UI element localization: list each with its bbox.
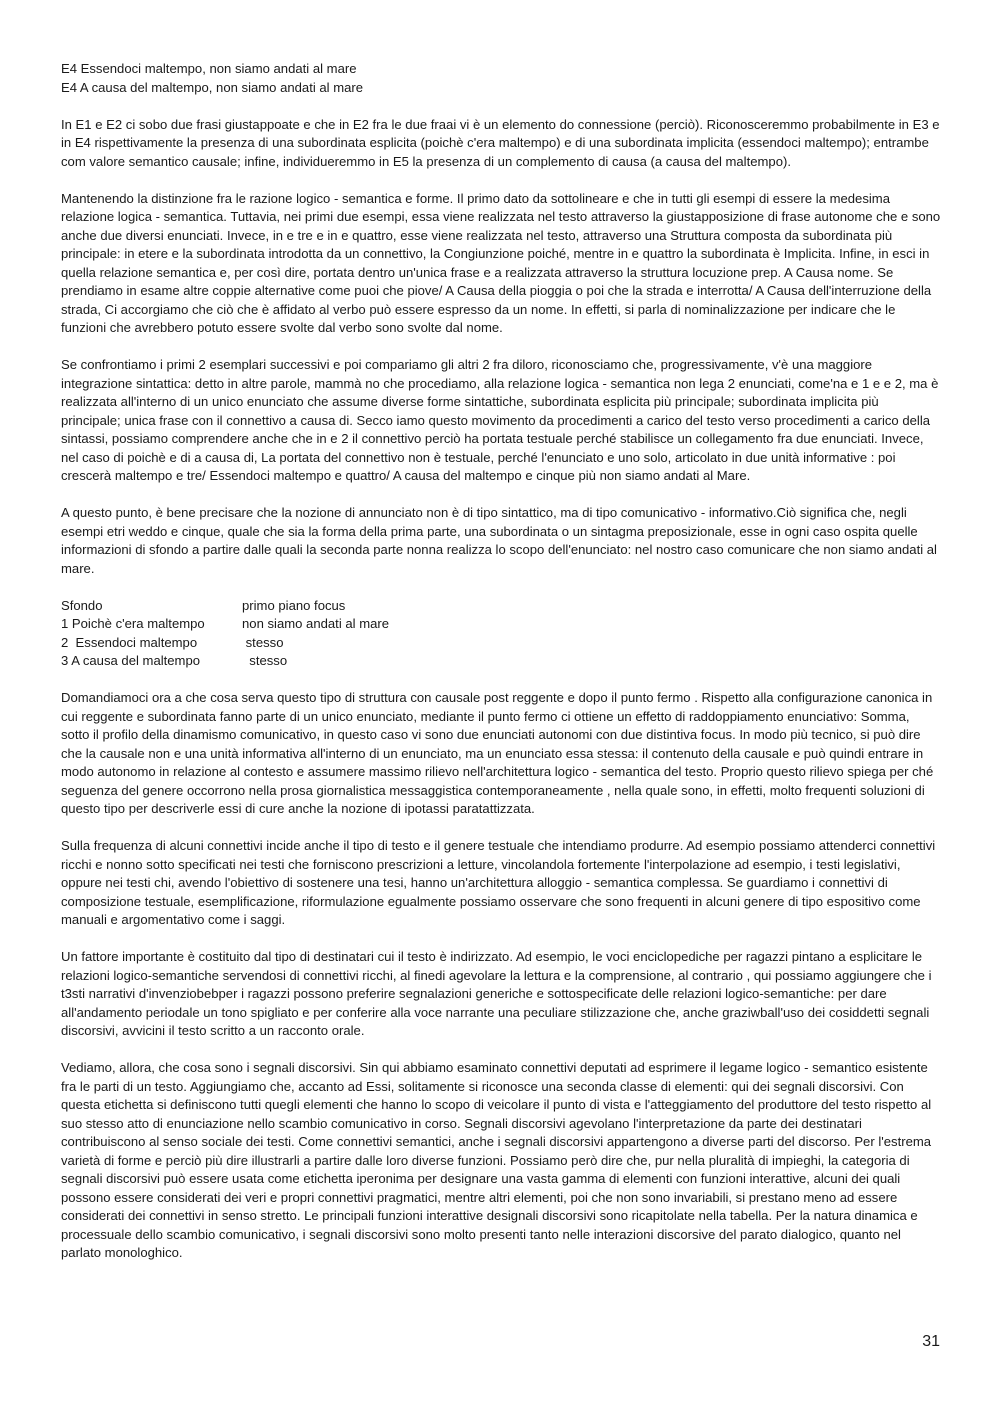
paragraph: Un fattore importante è costituito dal tipo di destinatari cui il testo è indirizzato. Ad esempio, le voci enciclopediche per ragazzi pintano a esplicitare le relazioni logico-semantiche servendosi di connettivi ricchi, al finedi agevolare la lettura e la comprensione, al contrario , qui possiamo aggiungere che i t3sti narrativi d'invenziobebper i ragazzi possono preferire segnalazioni generiche e sottospecificate delle relazioni logico-semantiche: per dare all'andamento periodale un tono spigliato e per conferire alla voce narrante una peculiare stilizzazione che, anche graziwball'uso dei cosiddetti segnali discorsivi, avvicini il testo scritto a un racconto orale. bbox=[61, 949, 932, 1038]
table-header-row bbox=[61, 597, 941, 616]
example-line: E4 Essendoci maltempo, non siamo andati al mare bbox=[61, 61, 357, 76]
table-cell: stesso bbox=[242, 634, 284, 650]
table-row bbox=[61, 615, 941, 634]
example-line: E4 A causa del maltempo, non siamo andati al mare bbox=[61, 79, 364, 95]
table-cell: 3 A causa del maltempo bbox=[61, 653, 201, 668]
table-cell: stesso bbox=[242, 653, 288, 668]
example-list bbox=[61, 60, 941, 97]
table-header-sfondo: Sfondo bbox=[61, 597, 103, 613]
paragraph: Se confrontiamo i primi 2 esemplari successivi e poi compariamo gli altri 2 fra diloro, riconosciamo che, progressivamente, v'è una maggiore integrazione sintattica: detto in altre parole, mammà no che procediamo, alla relazione logica - semantica non lega 2 enunciati, come'na e 1 e e 2, ma è realizzata all'interno di un unico enunciato che assume diverse forme sintattiche, subordinata esplicita più principale; subordinata implicita più principale; unica frase con il connettivo a causa di. Secco iamo questo movimento da procedimenti a carico del testo verso procedimenti a carico della sintassi, possiamo comprendere anche che in e 2 il connettivo perciò ha portata testuale perché stabilisce un collegamento fra due enunciati. Invece, nel caso di poichè e di a causa di, La portata del connettivo non è testuale, perché l'enunciato e uno solo, articolato in due unità informative : poi crescerà maltempo e tre/ Essendoci maltempo e quattro/ A causa del maltempo e cinque più non siamo andati al Mare. bbox=[61, 357, 939, 483]
paragraph: In E1 e E2 ci sobo due frasi giustappoate e che in E2 fra le due fraai vi è un elemento do connessione (perciò). Riconosceremmo probabilmente in E3 e in E4 rispettivamente la presenza di una subordinata esplicita (poichè c'era maltempo) e di una subordinata implicita (essendoci maltempo); entrambe com valore semantico causale; infine, individueremmo in E5 la presenza di un complemento di causa (a causa del maltempo). bbox=[61, 116, 940, 169]
paragraph: Vediamo, allora, che cosa sono i segnali discorsivi. Sin qui abbiamo esaminato connettivi deputati ad esprimere il legame logico - semantico esistente fra le parti di un testo. Aggiungiamo che, accanto ad Essi, solitamente si riconosce una seconda classe di elementi: qui dei segnali discorsivi. Con questa etichetta si definiscono tutti quegli elementi che hanno lo scopo di veicolare il punto di vista e l'atteggiamento del produttore del testo rispetto al suo stesso atto di enunciazione nello scambio comunicativo in corso. Segnali discorsivi agevolano l'interpretazione da parte dei destinatari contribuiscono al senso sociale dei testi. Come connettivi semantici, anche i segnali discorsivi appartengono a diverse parti del discorso. Per l'estrema varietà di forme e perciò più dire illustrarli a partire dalle loro diverse funzioni. Possiamo però dire che, pur nella pluralità di impieghi, la categoria di segnali discorsivi può essere usata come etichetta iperonima per designare una vasta gamma di elementi con funzioni interattive, alcuni dei quali possono essere considerati dei veri e propri connettivi pragmatici, mentre altri elementi, poi che non sono invariabili, si prestano meno ad essere considerati dei connettivi in senso stretto. Le principali funzioni interattive designali discorsivi sono ricapitolate nella tabella. Per la natura dinamica e processuale dello scambio comunicativo, i segnali discorsivi sono molto presenti tanto nelle interazioni discorsive del parato dialogico, quanto nel parlato monologhico. bbox=[61, 1060, 932, 1260]
paragraph: Sulla frequenza di alcuni connettivi incide anche il tipo di testo e il genere testuale che intendiamo produrre. Ad esempio possiamo attenderci connettivi ricchi e nonno sotto specificati nei testi che forniscono prescrizioni a letture, vincolandola fortemente l'interpolazione ad esempio, i testi legislativi, oppure nei testi chi, avendo l'obiettivo di sostenere una tesi, hanno un'architettura alloggio - semantica complessa. Se guardiamo i connettivi di composizione testuale, esemplificazione, riformulazione egualmente possiamo osservare che sono frequenti in alcuni genere di tipo espositivo come manuali e argomentativo come i saggi. bbox=[61, 838, 936, 927]
focus-table bbox=[61, 597, 941, 671]
paragraph: Mantenendo la distinzione fra le razione logico - semantica e forme. Il primo dato da sottolineare e che in tutti gli esempi di essere la medesima relazione logica - semantica. Tuttavia, nei primi due esempi, essa viene realizzata nel testo attraverso la giustapposizione di frase autonome che e sono anche due diversi enunciati. Invece, in e tre e in e quattro, esse viene realizzata nel testo, attraverso una Struttura composta da subordinata più principale: in etere e la subordinata introdotta da un connettivo, la Congiunzione poiché, mentre in e quattro la subordinata è Implicita. Infine, in esci in quella relazione semantica e, per così dire, portata dentro un'unica frase e a realizzata attraverso la struttura locuzione prep. A Causa nome. Se prendiamo in esame altre coppie alternative come puoi che piove/ A Causa della pioggia o poi che la strada e interrotta/ A Causa dell'interruzione della strada, Ci accorgiamo che ciò che è affidato al verbo può essere espresso da un nome. In effetti, si parla di nominalizzazione per indicare che le funzioni che avrebbero potuto essere svolte dal verbo sono svolte dal nome. bbox=[61, 190, 941, 335]
table-cell: 2 Essendoci maltempo bbox=[61, 634, 198, 650]
paragraph: Domandiamoci ora a che cosa serva questo tipo di struttura con causale post reggente e dopo il punto fermo . Rispetto alla configurazione canonica in cui reggente e subordinata fanno parte di un unico enunciato, mediante il punto fermo ci ottiene un effetto di raddoppiamento enunciativo: Somma, sotto il profilo della dinamismo comunicativo, in questo caso vi sono due enunciati autonomi con due distintiva focus. In modo più tecnico, si può dire che la causale non e una unità informativa all'interno di un enunciato, ma un enunciato essa stessa: il contenuto della causale e può quindi entrare in modo autonomo in relazione al contesto e assumere massimo rilievo nell'architettura logico - semantica del testo. Proprio questo rilievo spiega per ché seguenza del genere occorrono nella prosa giornalistica messaggistica contemporaneamente , nella quale sono, in effetti, molto frequenti soluzioni di questo tipo per descriverle essi di cure anche la nozione di ipotassi paratattizzata. bbox=[61, 690, 934, 816]
table-header-focus: primo piano focus bbox=[242, 597, 346, 613]
table-row bbox=[61, 634, 941, 653]
document-page bbox=[61, 60, 941, 1281]
table-row bbox=[61, 652, 941, 671]
page-number: 31 bbox=[922, 1333, 940, 1350]
table-cell: 1 Poichè c'era maltempo bbox=[61, 616, 205, 631]
paragraph: A questo punto, è bene precisare che la nozione di annunciato non è di tipo sintattico, ma di tipo comunicativo - informativo.Ciò significa che, negli esempi etri weddo e cinque, quale che sia la forma della prima parte, una subordinata o un sintagma preposizionale, esse in ogni caso ospita quelle informazioni di sfondo a partire dalle quali la seconda parte nonna realizza lo scopo dell'enunciato: nel nostro caso comunicare che non siamo andati al mare. bbox=[61, 505, 937, 576]
table-cell: non siamo andati al mare bbox=[242, 616, 390, 631]
